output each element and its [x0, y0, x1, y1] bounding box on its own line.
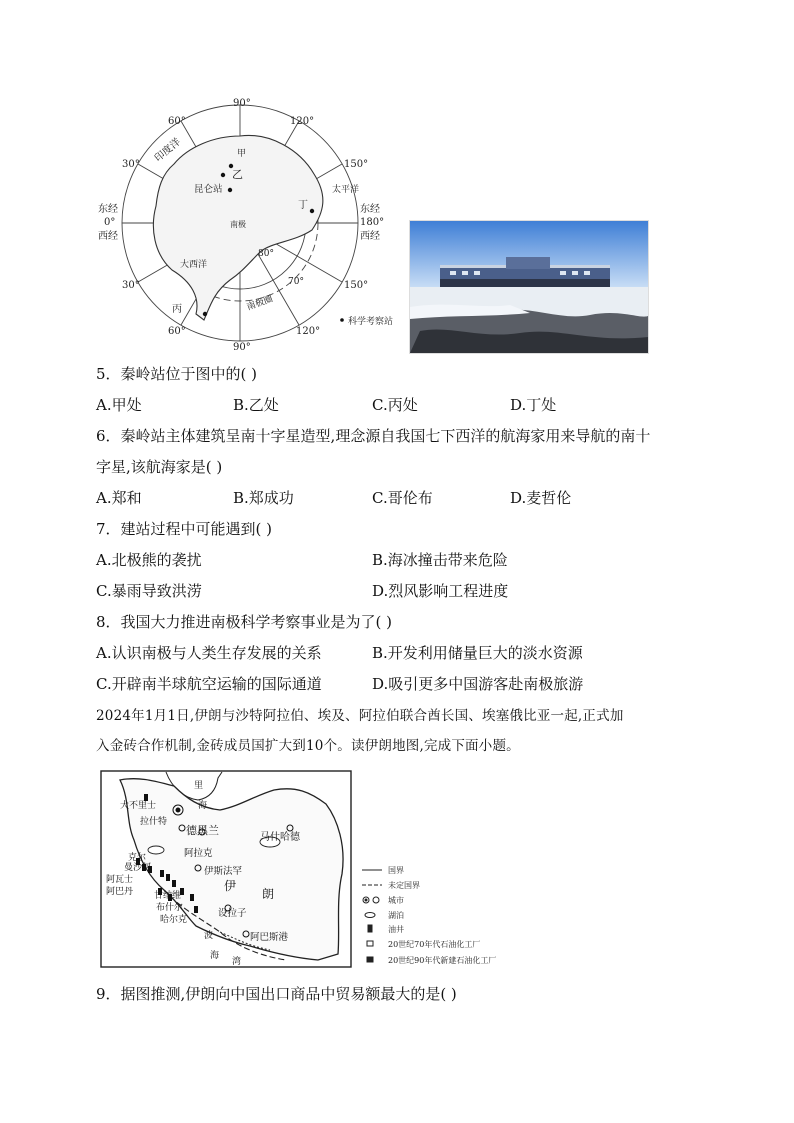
label-gulf-1: 海: [210, 951, 220, 961]
q7-option-b[interactable]: B.海冰撞击带来危险: [372, 551, 508, 569]
ocean-indian: 印度洋: [152, 136, 183, 165]
q8-option-c[interactable]: C.开辟南半球航空运输的国际通道: [96, 675, 322, 693]
label-tehran: 德黑兰: [186, 824, 219, 837]
label-gulf-2: 湾: [232, 957, 242, 967]
label-kermanshah-2: 曼沙阿: [124, 863, 152, 873]
q5-stem: 5．秦岭站位于图中的( ): [96, 365, 258, 383]
q8-stem: 8．我国大力推进南极科学考察事业是为了( ): [96, 613, 393, 631]
label-90-top: 90°: [233, 98, 251, 109]
legend-70s-plant: 20世纪70年代石油化工厂: [388, 940, 481, 949]
label-caspian-2: 海: [198, 801, 208, 811]
label-mashhad: 马什哈德: [260, 832, 300, 843]
label-east-right: 东经: [360, 204, 380, 215]
label-iran-2: 朗: [262, 887, 275, 901]
label-80: 80°: [258, 249, 274, 259]
q7-option-a[interactable]: A.北极熊的袭扰: [96, 551, 202, 569]
label-60-bl: 60°: [168, 326, 186, 337]
q8-option-d[interactable]: D.吸引更多中国游客赴南极旅游: [372, 675, 584, 693]
label-rasht: 拉什特: [140, 817, 168, 827]
label-180: 180°: [360, 217, 385, 228]
q7-option-c[interactable]: C.暴雨导致洪涝: [96, 582, 202, 600]
point-jia: 甲: [237, 149, 247, 159]
label-south-pole: 南极: [230, 220, 246, 229]
label-150-br: 150°: [344, 280, 369, 291]
q5-option-b[interactable]: B.乙处: [233, 396, 279, 414]
q7-stem: 7．建站过程中可能遇到( ): [96, 520, 273, 538]
q8-option-b[interactable]: B.开发利用储量巨大的淡水资源: [372, 644, 583, 662]
label-bushehr: 布什尔: [156, 903, 184, 913]
point-bing: 丙: [172, 304, 182, 315]
label-150-r: 150°: [344, 159, 369, 170]
label-west-right: 西经: [360, 231, 380, 242]
q8-option-a[interactable]: A.认识南极与人类生存发展的关系: [96, 644, 322, 662]
legend-lake: 湖泊: [388, 911, 404, 920]
q6-stem-line1: 6．秦岭站主体建筑呈南十字星造型,理念源自我国七下西洋的航海家用来导航的南十: [96, 427, 651, 445]
q7-option-d[interactable]: D.烈风影响工程进度: [372, 582, 509, 600]
passage-line2: 入金砖合作机制,金砖成员国扩大到10个。读伊朗地图,完成下面小题。: [96, 738, 520, 754]
label-60-tl: 60°: [168, 116, 186, 127]
label-bandar-abbas: 阿巴斯港: [250, 932, 289, 943]
q6-option-b[interactable]: B.郑成功: [233, 489, 294, 507]
legend-90s-plant: 20世纪90年代新建石油化工厂: [388, 956, 497, 965]
label-90-bottom: 90°: [233, 342, 251, 353]
point-ding: 丁: [298, 200, 308, 211]
label-caspian-1: 里: [194, 781, 204, 791]
q6-option-c[interactable]: C.哥伦布: [372, 489, 433, 507]
antarctic-map: [92, 92, 408, 354]
label-antarctic-circle: 南极圈: [245, 294, 275, 313]
q5-option-a[interactable]: A.甲处: [96, 396, 142, 414]
label-arak: 阿拉克: [184, 848, 213, 859]
q6-stem-line2: 字星,该航海家是( ): [96, 458, 223, 476]
label-kharg: 哈尔克: [160, 915, 188, 925]
label-east-left: 东经: [98, 204, 118, 215]
iran-map: [100, 770, 550, 970]
legend-city: 城市: [388, 896, 404, 905]
q9-stem: 9．据图推测,伊朗向中国出口商品中贸易额最大的是( ): [96, 985, 457, 1003]
station-photo: [409, 220, 649, 354]
ocean-atlantic: 大西洋: [180, 260, 208, 270]
legend-station: 科学考察站: [348, 317, 394, 327]
label-abadan: 阿巴丹: [106, 887, 134, 897]
label-isfahan: 伊斯法罕: [204, 866, 243, 877]
legend-oil-well: 油井: [388, 925, 404, 934]
point-kunlun: 昆仑站: [194, 184, 223, 195]
ocean-pacific: 太平洋: [332, 185, 360, 195]
passage-line1: 2024年1月1日,伊朗与沙特阿拉伯、埃及、阿拉伯联合酋长国、埃塞俄比亚一起,正式加: [96, 708, 624, 724]
label-kermanshah-1: 克尔: [128, 853, 147, 863]
label-west-left: 西经: [98, 231, 118, 242]
label-ganaveh: 甘纳维: [154, 891, 182, 901]
q5-option-d[interactable]: D.丁处: [510, 396, 557, 414]
legend-border: 国界: [388, 866, 404, 875]
q6-option-a[interactable]: A.郑和: [96, 489, 142, 507]
label-tabriz: 大不里士: [120, 801, 157, 811]
label-120-br: 120°: [296, 326, 321, 337]
point-yi: 乙: [232, 168, 243, 181]
q6-option-d[interactable]: D.麦哲伦: [510, 489, 572, 507]
label-iran-1: 伊: [224, 879, 237, 893]
label-persian: 波: [204, 931, 214, 941]
label-30-bl: 30°: [122, 280, 140, 291]
label-ahvaz: 阿瓦士: [106, 875, 134, 885]
label-0: 0°: [104, 217, 116, 228]
legend-undetermined-border: 未定国界: [388, 881, 420, 890]
label-70: 70°: [288, 277, 304, 287]
label-shiraz: 设拉子: [218, 908, 247, 919]
label-30-l: 30°: [122, 159, 140, 170]
q5-option-c[interactable]: C.丙处: [372, 396, 418, 414]
label-120-tr: 120°: [290, 116, 315, 127]
